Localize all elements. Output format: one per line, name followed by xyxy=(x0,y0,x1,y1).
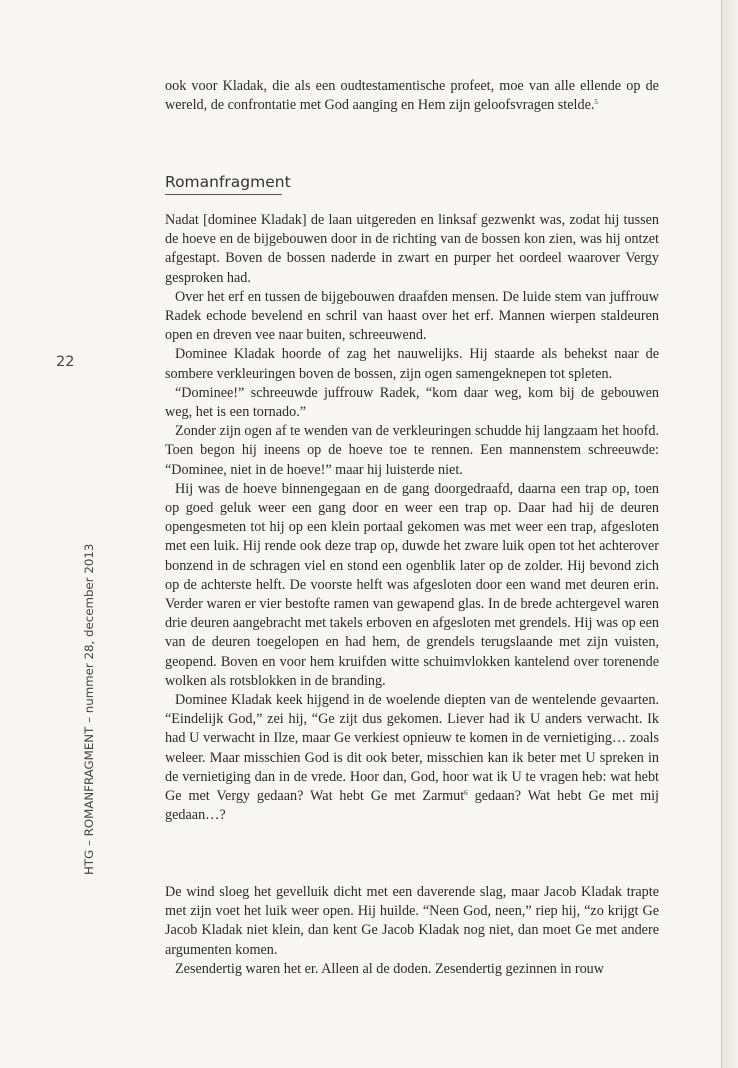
intro-text: ook voor Kladak, die als een oudtestamentische profeet, moe van alle ellende op de wereld, de confrontatie met God aanging en Hem zijn geloofsvragen stelde. xyxy=(165,78,659,114)
section-heading: Romanfragment xyxy=(165,173,282,195)
paragraph-7 xyxy=(165,691,659,825)
speech-text-end: gedaan? Wat hebt Ge met mij gedaan…? xyxy=(165,788,659,824)
footnote-marker-6: 6 xyxy=(464,789,468,798)
running-head: HTG – ROMANFRAGMENT – nummer 28, december 2013 xyxy=(82,543,96,875)
paragraph-8: De wind sloeg het gevelluik dicht met een daverende slag, maar Jacob Kladak trapte met zijn voet het luik weer open. Hij huilde. “Neen God, neen,” riep hij, “zo krijgt Ge Jacob Kladak niet klein, dan kent Ge Jacob Kladak nog niet, dan moet Ge met andere argumenten komen. xyxy=(165,884,659,958)
paragraph-1: Nadat [dominee Kladak] de laan uitgereden en linksaf gezwenkt was, zodat hij tussen de hoeve en de bijgebouwen door in de richting van de bossen kon zien, was hij ontzet afgestapt. Boven de bossen naderde in zwart en purper het oordeel waarover Vergy gesproken had. xyxy=(165,212,659,286)
intro-paragraph xyxy=(165,77,659,115)
speech-text: Dominee Kladak keek hijgend in de woelende diepten van de wentelende gevaarten. “Eindelijk God,” zei hij, “Ge zijt dus gekomen. Liever had ik U anders verwacht. Ik had U verwacht in Ilze, maar Ge verkiest opnieuw te komen in de vernietiging… zoals weleer. Maar misschien God is dit ook beter, misschien kan ik beter met U spreken in de vernietiging dan in de vrede. Hoor dan, God, hoor wat ik U te vragen heb: wat hebt Ge met Vergy gedaan? Wat hebt Ge met Zarmut xyxy=(165,692,659,805)
paragraph-4: “Dominee!” schreeuwde juffrouw Radek, “kom daar weg, kom bij de gebouwen weg, het is een tornado.” xyxy=(165,384,659,421)
paragraph-6: Hij was de hoeve binnengegaan en de gang doorgedraafd, daarna een trap op, toen op goed geluk weer een gang door en weer een trap op. Daar had hij de deuren opengesmeten tot hij op een klein portaal gekomen was met weer een trap, afgesloten met een luik. Hij rende ook deze trap op, duwde het zware luik open tot het achterover bonzend in de schragen viel en stond een ogenblik later op de zolder. Hij bevond zich op de achterste helft. De voorste helft was afgesloten door een wand met deuren erin. Verder waren er vier bestofte ramen van gewapend glas. In de brede achtergevel waren drie deuren aangebracht met takels erboven en afgesloten met grendels. Hij was op een van de deuren toegelopen en had hem, de grendels terugslaande met zijn vuisten, geopend. Boven en voor hem kruifden witte schuimvlokken kantelend over torenende wolken als rotsblokken in de branding. xyxy=(165,480,659,689)
paragraph-2: Over het erf en tussen de bijgebouwen draafden mensen. De luide stem van juffrouw Radek echode bevelend en schril van haast over het erf. Mannen wierpen staldeuren open en dreven vee naar buiten, schreeuwend. xyxy=(165,288,659,344)
page-number: 22 xyxy=(56,354,75,370)
body-text xyxy=(165,211,659,826)
page-edge-shadow xyxy=(722,0,738,1068)
closing-text xyxy=(165,883,659,979)
paragraph-5: Zonder zijn ogen af te wenden van de verkleuringen schudde hij langzaam het hoofd. Toen begon hij ineens op de hoeve toe te rennen. Een mannenstem schreeuwde: “Dominee, niet in de hoeve!” maar hij luisterde niet. xyxy=(165,423,659,478)
footnote-marker-5: 5 xyxy=(594,98,598,107)
paragraph-9: Zesendertig waren het er. Alleen al de doden. Zesendertig gezinnen in rouw xyxy=(175,960,605,977)
paragraph-3: Dominee Kladak hoorde of zag het nauwelijks. Hij staarde als behekst naar de sombere verkleuringen boven de bossen, zijn ogen samengeknepen tot spleten. xyxy=(165,346,659,382)
